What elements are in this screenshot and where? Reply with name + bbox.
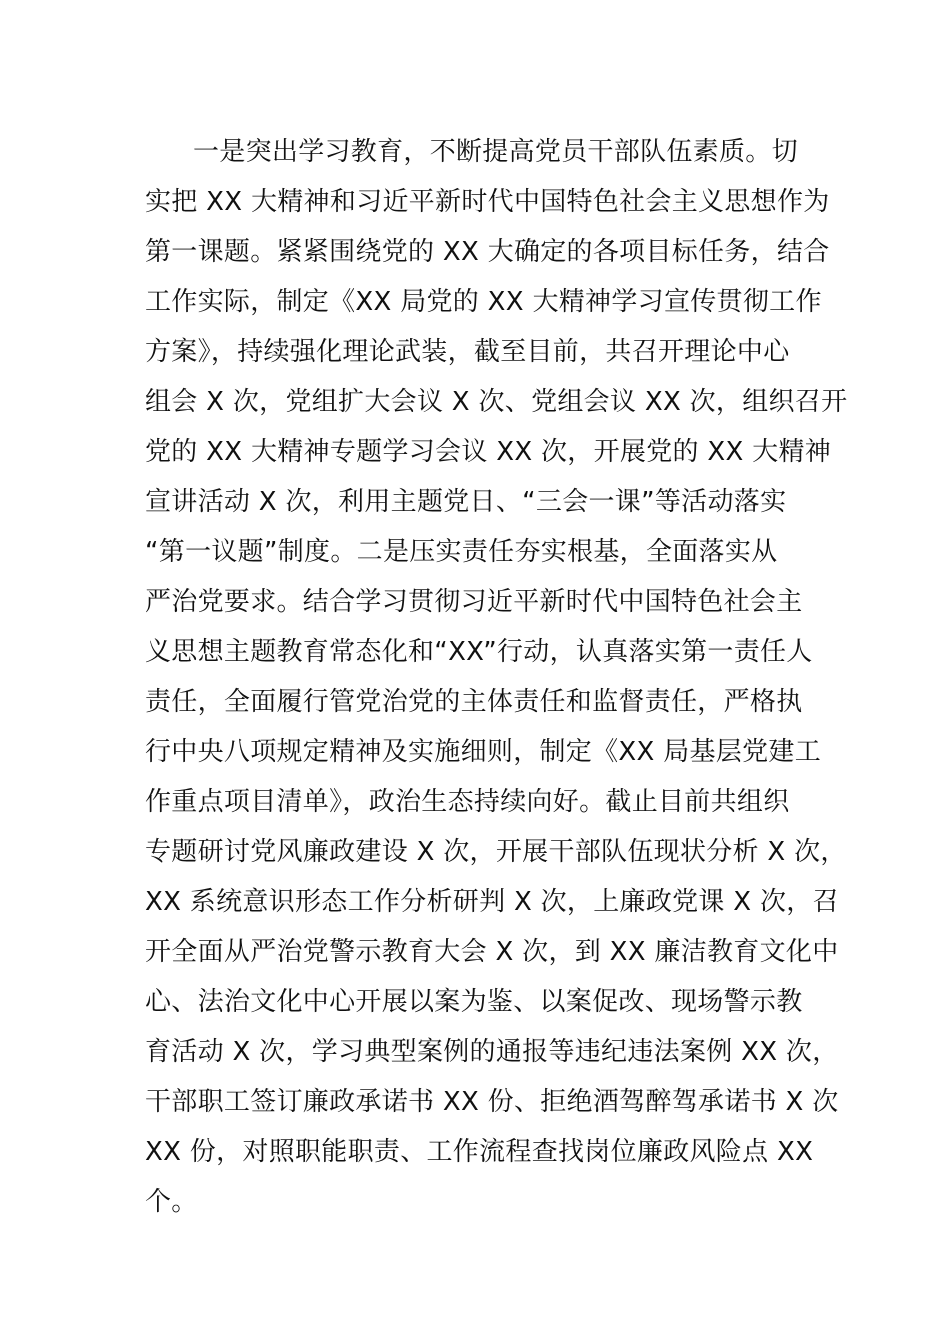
paragraph-line: XX 系统意识形态工作分析研判 X 次，上廉政党课 X 次，召 xyxy=(145,887,839,917)
paragraph-line: 义思想主题教育常态化和“XX”行动，认真落实第一责任人 xyxy=(145,637,813,667)
paragraph-line: 干部职工签订廉政承诺书 XX 份、拒绝酒驾醉驾承诺书 X 次 xyxy=(145,1087,839,1117)
paragraph-line: 开全面从严治党警示教育大会 X 次，到 XX 廉洁教育文化中 xyxy=(145,937,839,967)
paragraph-line: 工作实际，制定《XX 局党的 XX 大精神学习宣传贯彻工作 xyxy=(145,287,822,317)
paragraph-line: 方案》，持续强化理论武装，截至目前，共召开理论中心 xyxy=(145,337,790,367)
body-paragraph xyxy=(145,127,848,1227)
paragraph-line: 严治党要求。结合学习贯彻习近平新时代中国特色社会主 xyxy=(145,587,803,617)
paragraph-line: 宣讲活动 X 次，利用主题党日、“三会一课”等活动落实 xyxy=(145,487,787,517)
paragraph-line: 第一课题。紧紧围绕党的 XX 大确定的各项目标任务，结合 xyxy=(145,237,830,267)
paragraph-line: 行中央八项规定精神及实施细则，制定《XX 局基层党建工 xyxy=(145,737,821,767)
paragraph-line: 党的 XX 大精神专题学习会议 XX 次，开展党的 XX 大精神 xyxy=(145,437,832,467)
paragraph-line: 专题研讨党风廉政建设 X 次，开展干部队伍现状分析 X 次， xyxy=(145,837,847,867)
paragraph-line: 一是突出学习教育，不断提高党员干部队伍素质。切 xyxy=(193,137,798,167)
paragraph-line: 个。 xyxy=(145,1187,198,1217)
paragraph-line: 责任，全面履行管党治党的主体责任和监督责任，严格执 xyxy=(145,687,803,717)
paragraph-line: “第一议题”制度。二是压实责任夯实根基，全面落实从 xyxy=(145,537,778,567)
paragraph-line: 作重点项目清单》，政治生态持续向好。截止目前共组织 xyxy=(145,787,790,817)
paragraph-line: 组会 X 次，党组扩大会议 X 次、党组会议 XX 次，组织召开 xyxy=(145,387,848,417)
paragraph-line: 心、法治文化中心开展以案为鉴、以案促改、现场警示教 xyxy=(145,987,803,1017)
paragraph-line: 实把 XX 大精神和习近平新时代中国特色社会主义思想作为 xyxy=(145,187,830,217)
paragraph-line: XX 份，对照职能职责、工作流程查找岗位廉政风险点 XX xyxy=(145,1137,814,1167)
paragraph-line: 育活动 X 次，学习典型案例的通报等违纪违法案例 XX 次， xyxy=(145,1037,839,1067)
